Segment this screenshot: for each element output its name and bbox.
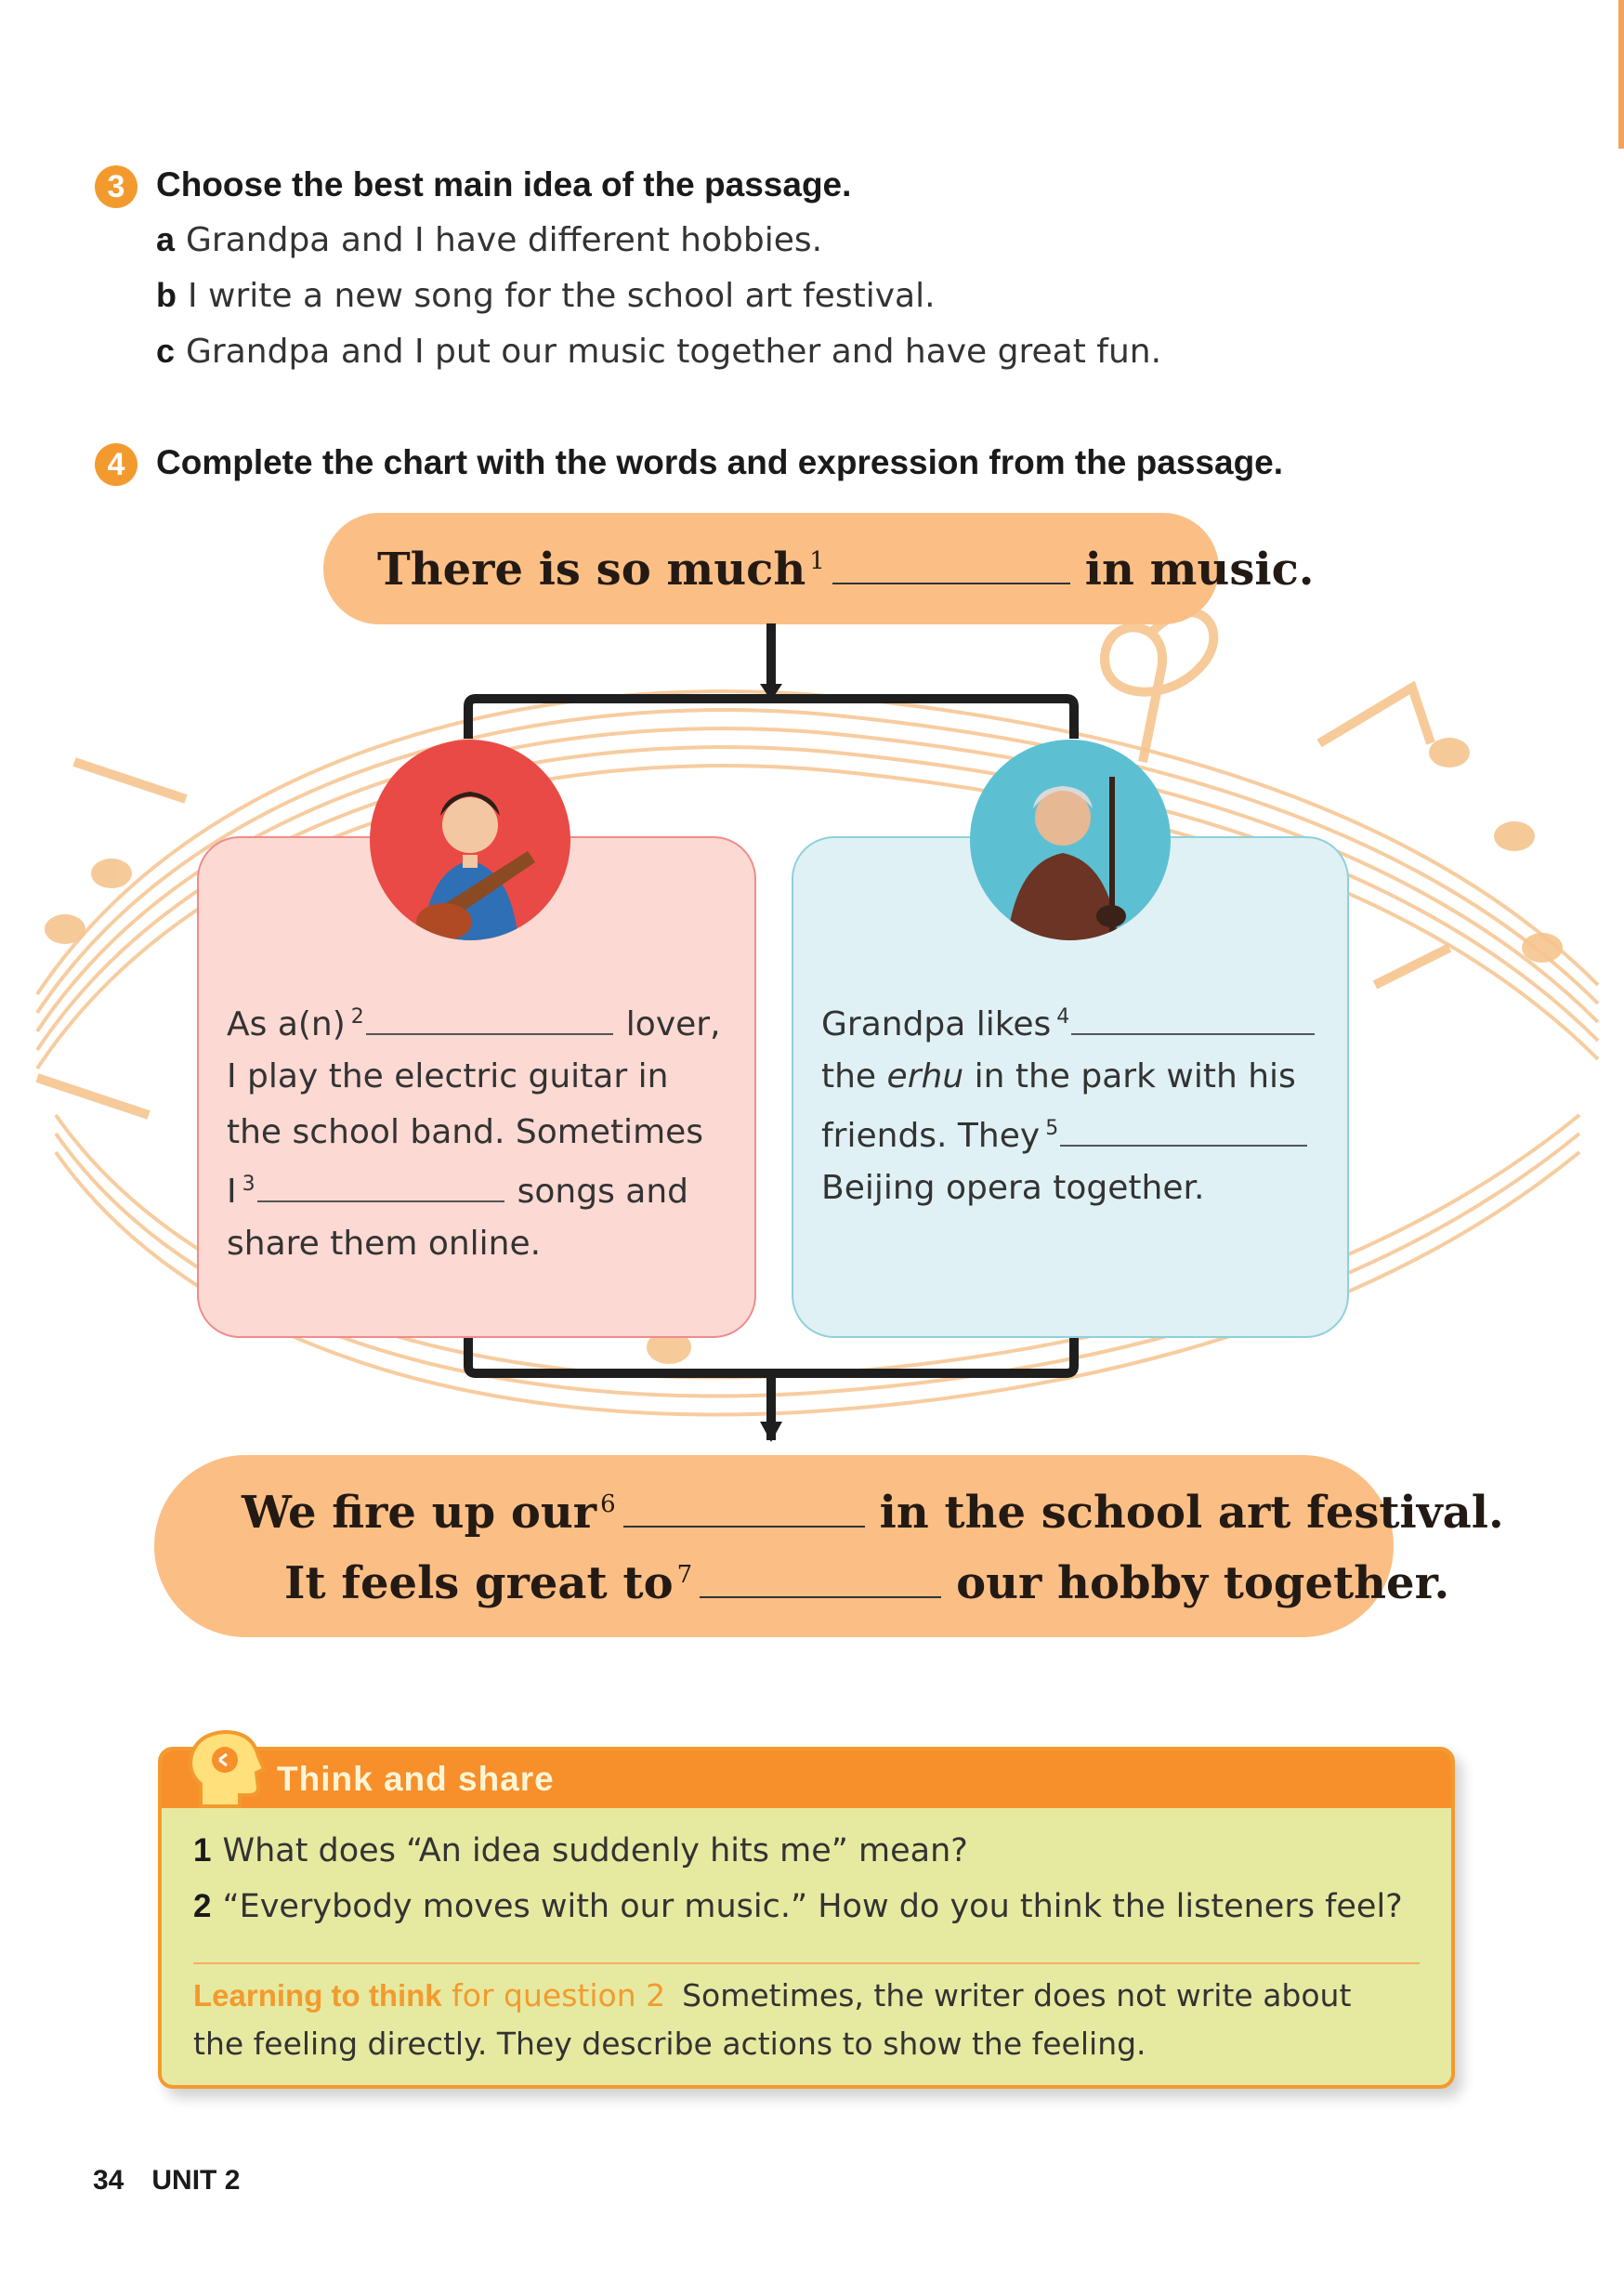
question-text: “Everybody moves with our music.” How do you think the listeners feel? — [222, 1888, 1403, 1925]
option-letter: a — [156, 220, 176, 258]
blank-number-2: 2 — [350, 1005, 364, 1029]
page-number: 34 — [93, 2165, 124, 2196]
blank-number-1: 1 — [809, 547, 825, 575]
left-card-line-2: I play the electric guitar in — [227, 1057, 669, 1095]
left-line-4-text: I — [227, 1173, 237, 1211]
unit-label: UNIT 2 — [151, 2165, 241, 2196]
option-b[interactable] — [156, 276, 936, 315]
question-number: 1 — [193, 1832, 212, 1869]
thinking-head-icon — [184, 1728, 273, 1812]
divider — [193, 1962, 1420, 1964]
right-card-line-1 — [821, 1002, 1315, 1043]
blank-number-3: 3 — [242, 1173, 255, 1196]
bottom-line-1-text: We fire up our — [242, 1487, 597, 1539]
blank-number-6: 6 — [600, 1490, 616, 1518]
option-c[interactable] — [156, 332, 1161, 371]
bottom-banner — [154, 1455, 1394, 1637]
learning-to-think-label: Learning to think — [193, 1978, 442, 2013]
right-card-line-4: Beijing opera together. — [821, 1169, 1205, 1207]
right-line-2-text: the — [821, 1057, 877, 1095]
right-card-line-3 — [821, 1113, 1307, 1155]
left-line-4-end: songs and — [517, 1173, 689, 1211]
grandpa-with-erhu-illustration — [970, 740, 1171, 940]
right-line-3-text: friends. They — [821, 1117, 1041, 1155]
arrow-down-icon — [760, 1422, 782, 1448]
right-line-2-end: in the park with his — [974, 1057, 1296, 1095]
top-banner-text — [377, 544, 1315, 596]
question-3-number: 3 — [95, 165, 138, 208]
blank-7[interactable] — [700, 1563, 941, 1598]
blank-number-5: 5 — [1045, 1117, 1059, 1140]
question-number: 2 — [193, 1888, 212, 1924]
question-4-number: 4 — [95, 443, 138, 486]
blank-number-4: 4 — [1056, 1005, 1070, 1029]
blank-6[interactable] — [623, 1492, 865, 1528]
think-and-share-panel — [158, 1747, 1455, 2089]
bottom-banner-line-1 — [242, 1487, 1504, 1539]
learning-note-line-1 — [193, 1977, 1351, 2013]
blank-number-7: 7 — [676, 1561, 693, 1589]
bottom-line-2-end: our hobby together. — [956, 1557, 1450, 1609]
note-text-1: Sometimes, the writer does not write about — [682, 1977, 1352, 2013]
blank-3[interactable] — [257, 1169, 504, 1202]
left-card-line-3: the school band. Sometimes — [227, 1113, 704, 1151]
erhu-word: erhu — [886, 1057, 964, 1095]
think-question-1 — [193, 1832, 968, 1869]
option-letter: b — [156, 276, 177, 314]
bottom-line-1-end: in the school art festival. — [879, 1487, 1504, 1539]
question-text: What does “An idea suddenly hits me” mean? — [222, 1832, 968, 1869]
right-card-line-2 — [821, 1057, 1296, 1095]
blank-2[interactable] — [366, 1002, 613, 1035]
think-question-2 — [193, 1888, 1403, 1925]
option-text: Grandpa and I put our music together and have great fun. — [186, 333, 1162, 371]
option-letter: c — [156, 332, 176, 370]
top-banner-before: There is so much — [377, 544, 806, 596]
blank-4[interactable] — [1071, 1002, 1315, 1035]
think-and-share-title: Think and share — [277, 1760, 555, 1798]
blank-1[interactable] — [832, 549, 1070, 584]
boy-guitar-avatar — [370, 740, 570, 940]
bottom-banner-line-2 — [284, 1557, 1449, 1609]
blank-5[interactable] — [1060, 1113, 1307, 1147]
option-text: Grandpa and I have different hobbies. — [186, 221, 823, 259]
left-line-1-end: lover, — [625, 1005, 721, 1043]
left-card-line-4 — [227, 1169, 688, 1211]
left-card-line-1 — [227, 1002, 721, 1043]
left-card-line-5: share them online. — [227, 1225, 542, 1263]
bottom-line-2-text: It feels great to — [284, 1557, 674, 1609]
learning-note-line-2: the feeling directly. They describe actions to show the feeling. — [193, 2026, 1146, 2062]
left-line-1-text: As a(n) — [227, 1005, 346, 1043]
option-text: I write a new song for the school art festival. — [188, 277, 936, 315]
right-line-1-text: Grandpa likes — [821, 1005, 1052, 1043]
page-edge-stripe — [1618, 0, 1624, 149]
boy-with-guitar-illustration — [370, 740, 570, 940]
page-footer — [93, 2165, 240, 2197]
question-4-title: Complete the chart with the words and expression from the passage. — [156, 443, 1284, 481]
for-question-label: for question 2 — [452, 1977, 666, 2013]
question-3-title: Choose the best main idea of the passage. — [156, 165, 852, 203]
grandpa-erhu-avatar — [970, 740, 1171, 940]
option-a[interactable] — [156, 220, 822, 259]
top-banner-after: in music. — [1084, 544, 1315, 596]
